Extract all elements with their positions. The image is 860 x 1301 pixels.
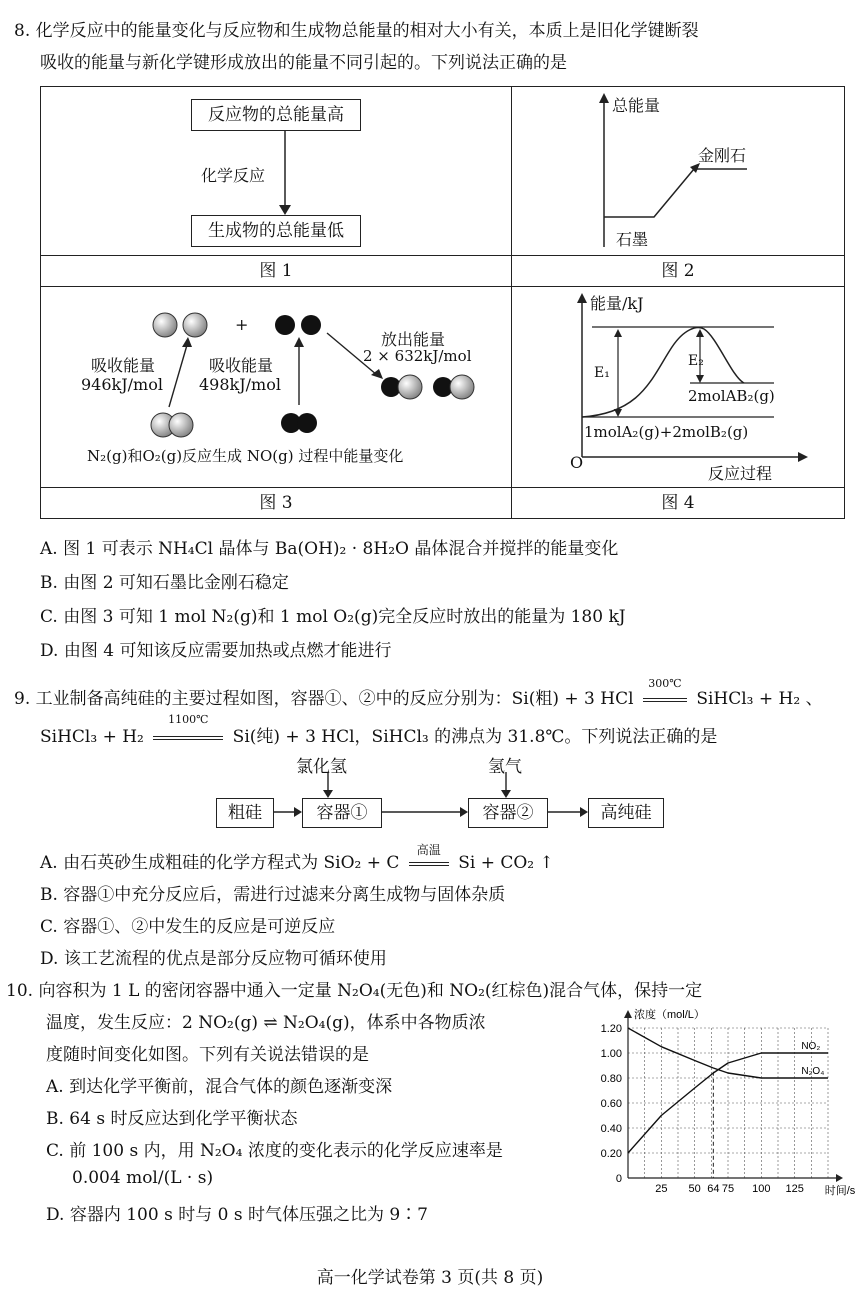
fig3-caption-cell bbox=[41, 488, 512, 519]
fig1-caption-cell bbox=[41, 256, 512, 287]
y-tick-label: 1.00 bbox=[600, 1048, 622, 1060]
fig3-release-value: 2 × 632kJ/mol bbox=[363, 347, 472, 365]
fig1-arrow-label: 化学反应 bbox=[201, 166, 266, 185]
q9-cond2-arrow bbox=[153, 713, 223, 747]
q9-option-a-cond: 高温 bbox=[416, 843, 441, 857]
fig2-graphite-label: 石墨 bbox=[616, 230, 649, 249]
q10-stem-line1: 10. 向容积为 1 L 的密闭容器中通入一定量 N₂O₄(无色)和 NO₂(红棕色)混合气体，保持一定 bbox=[6, 981, 703, 1001]
q9-cond1-arrow bbox=[643, 677, 687, 709]
series-label-1: N₂O₄ bbox=[801, 1066, 825, 1077]
q10-stem-line3: 度随时间变化如图。下列有关说法错误的是 bbox=[46, 1045, 369, 1065]
x-axis-label: 时间/s bbox=[824, 1185, 856, 1197]
y-axis-label: 浓度（mol/L） bbox=[634, 1009, 705, 1021]
q10-option-b: B. 64 s 时反应达到化学平衡状态 bbox=[46, 1109, 298, 1129]
fig2-diamond-label: 金刚石 bbox=[698, 146, 747, 165]
fig1-top-box: 反应物的总能量高 bbox=[191, 99, 361, 131]
fig2-energy-diagram bbox=[512, 87, 845, 255]
q8-option-b: B. 由图 2 可知石墨比金刚石稳定 bbox=[40, 573, 289, 593]
fig4-caption-cell bbox=[512, 488, 845, 519]
x-axis-arrow bbox=[836, 1174, 843, 1182]
y-tick-label: 0.40 bbox=[600, 1123, 622, 1135]
y-tick-label: 0.60 bbox=[600, 1098, 622, 1110]
y-tick-label: 1.20 bbox=[600, 1023, 622, 1035]
q10-option-a: A. 到达化学平衡前，混合气体的颜色逐渐变深 bbox=[46, 1077, 393, 1097]
fig3-absorb1-value: 946kJ/mol bbox=[81, 375, 163, 394]
page-footer: 高一化学试卷第 3 页(共 8 页) bbox=[316, 1268, 544, 1288]
fig3-description: N₂(g)和O₂(g)反应生成 NO(g) 过程中能量变化 bbox=[87, 447, 404, 465]
q9-cond1: 300℃ bbox=[648, 677, 682, 690]
q8-option-d: D. 由图 4 可知该反应需要加热或点燃才能进行 bbox=[40, 641, 392, 661]
x-tick-label: 64 bbox=[707, 1183, 720, 1195]
fig2-axis-label: 总能量 bbox=[612, 96, 661, 115]
q10-option-c-cont: 0.004 mol/(L · s) bbox=[72, 1168, 214, 1188]
q9-stem-line1-a: 9. 工业制备高纯硅的主要过程如图，容器①、②中的反应分别为：Si(粗) + 3 HCl bbox=[14, 689, 634, 709]
q9-cond2: 1100℃ bbox=[168, 713, 209, 726]
q9-box-pure-si: 高纯硅 bbox=[588, 798, 664, 828]
q9-stem-line1-b: SiHCl₃ + H₂ 、 bbox=[696, 689, 823, 709]
fig2-caption: 图 2 bbox=[661, 261, 695, 281]
q9-stem-line2 bbox=[40, 713, 718, 747]
y-tick-label: 0 bbox=[615, 1173, 622, 1185]
y-tick-label: 0.80 bbox=[600, 1073, 622, 1085]
q10-option-d: D. 容器内 100 s 时与 0 s 时气体压强之比为 9∶7 bbox=[46, 1205, 429, 1225]
fig4-cell bbox=[512, 287, 845, 488]
fig2-cell bbox=[512, 87, 845, 256]
fig4-e2-label: E₂ bbox=[688, 353, 704, 369]
q9-option-c: C. 容器①、②中发生的反应是可逆反应 bbox=[40, 917, 336, 937]
q9-option-a bbox=[40, 843, 554, 873]
q9-option-a-arrow bbox=[409, 843, 449, 873]
q8-option-a: A. 图 1 可表示 NH₄Cl 晶体与 Ba(OH)₂ · 8H₂O 晶体混合并搅拌的能量变化 bbox=[40, 539, 619, 559]
q10-option-c: C. 前 100 s 内，用 N₂O₄ 浓度的变化表示的化学反应速率是 bbox=[46, 1141, 503, 1161]
y-tick-label: 0.20 bbox=[600, 1148, 622, 1160]
q9-input-h2: 氢气 bbox=[488, 757, 522, 777]
fig4-product-label: 2molAB₂(g) bbox=[688, 387, 775, 405]
q8-stem-line2: 吸收的能量与新化学键形成放出的能量不同引起的。下列说法正确的是 bbox=[40, 53, 567, 73]
fig3-release-label: 放出能量 bbox=[381, 330, 446, 349]
fig4-reactant-label: 1molA₂(g)+2molB₂(g) bbox=[584, 423, 749, 441]
fig4-energy-profile bbox=[512, 287, 845, 487]
q9-stem-line1 bbox=[14, 677, 823, 709]
q8-figure-table bbox=[40, 86, 845, 519]
q10-stem-line2: 温度，发生反应：2 NO₂(g) ⇌ N₂O₄(g)，体系中各物质浓 bbox=[46, 1013, 486, 1033]
fig3-caption: 图 3 bbox=[259, 493, 293, 513]
q9-option-b: B. 容器①中充分反应后，需进行过滤来分离生成物与固体杂质 bbox=[40, 885, 506, 905]
q9-box-vessel2: 容器② bbox=[468, 798, 548, 828]
fig4-caption: 图 4 bbox=[661, 493, 695, 513]
fig3-absorb2-value: 498kJ/mol bbox=[199, 375, 281, 394]
concentration-chart bbox=[590, 1000, 856, 1200]
q8-option-c: C. 由图 3 可知 1 mol N₂(g)和 1 mol O₂(g)完全反应时放出的能量为 180 kJ bbox=[40, 607, 626, 627]
fig3-absorb2-label: 吸收能量 bbox=[209, 356, 274, 375]
fig3-absorb1-label: 吸收能量 bbox=[91, 356, 156, 375]
fig3-cell bbox=[41, 287, 512, 488]
x-tick-label: 50 bbox=[688, 1183, 701, 1195]
fig3-plus: + bbox=[235, 315, 249, 334]
x-tick-label: 75 bbox=[721, 1183, 735, 1195]
q9-option-d: D. 该工艺流程的优点是部分反应物可循环使用 bbox=[40, 949, 387, 969]
fig2-caption-cell bbox=[512, 256, 845, 287]
q9-option-a-text1: A. 由石英砂生成粗硅的化学方程式为 SiO₂ + C bbox=[40, 853, 400, 873]
fig1-caption: 图 1 bbox=[259, 261, 293, 281]
q9-box-vessel1: 容器① bbox=[302, 798, 382, 828]
fig4-x-axis-label: 反应过程 bbox=[708, 464, 773, 483]
fig4-y-axis-label: 能量/kJ bbox=[590, 294, 644, 313]
fig4-e1-label: E₁ bbox=[594, 365, 610, 381]
x-tick-label: 125 bbox=[785, 1183, 804, 1195]
q9-box-crude-si: 粗硅 bbox=[216, 798, 274, 828]
fig4-origin: O bbox=[570, 453, 584, 472]
x-tick-label: 100 bbox=[752, 1183, 771, 1195]
q9-flow-arrows bbox=[0, 750, 860, 830]
q9-option-a-text2: Si + CO₂ ↑ bbox=[458, 853, 554, 873]
q9-input-hcl: 氯化氢 bbox=[296, 757, 347, 777]
q9-stem-line2-b: Si(纯) + 3 HCl，SiHCl₃ 的沸点为 31.8℃。下列说法正确的是 bbox=[232, 727, 718, 747]
fig1-bottom-box: 生成物的总能量低 bbox=[191, 215, 361, 247]
y-axis-arrow bbox=[624, 1010, 632, 1018]
q9-stem-line2-a: SiHCl₃ + H₂ bbox=[40, 727, 144, 747]
fig1-cell bbox=[41, 87, 512, 256]
q8-stem-line1: 8. 化学反应中的能量变化与反应物和生成物总能量的相对大小有关，本质上是旧化学键断裂 bbox=[14, 21, 699, 41]
series-label-0: NO₂ bbox=[801, 1041, 821, 1052]
x-tick-label: 25 bbox=[655, 1183, 668, 1195]
